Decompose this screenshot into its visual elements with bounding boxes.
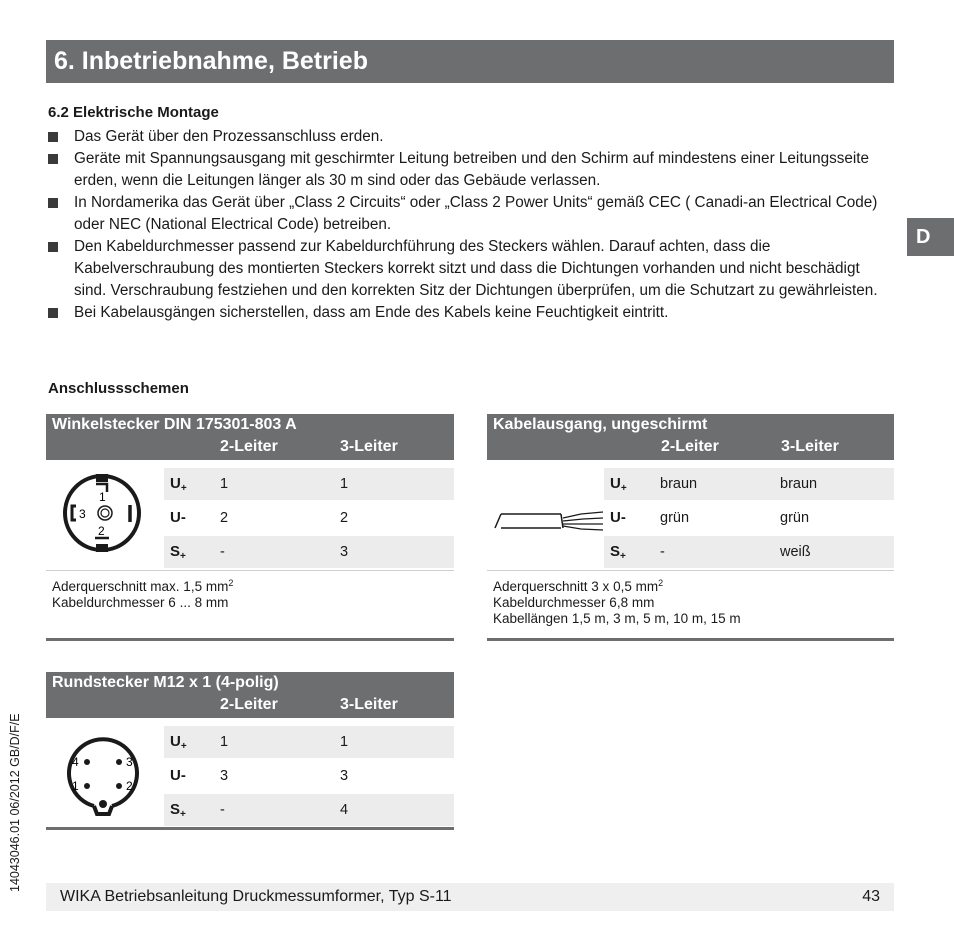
table-column-headers xyxy=(46,694,454,718)
chapter-title-bar xyxy=(46,40,894,83)
column-header-2-wire: 2-Leiter xyxy=(220,438,278,455)
cell-2-wire: braun xyxy=(660,476,698,492)
section-heading: 6.2 Elektrische Montage xyxy=(48,104,219,121)
cell-2-wire: - xyxy=(220,802,225,818)
table-title: Rundstecker M12 x 1 (4-polig) xyxy=(52,674,279,691)
pin-label: 3 xyxy=(79,507,86,521)
instruction-list xyxy=(48,126,888,324)
angle-connector-diagram xyxy=(50,468,160,568)
table-header xyxy=(46,414,454,460)
note-cable-diameter: Kabeldurchmesser 6,8 mm xyxy=(493,595,655,610)
signal-label: $S_+$ xyxy=(170,801,186,820)
list-item: Bei Kabelausgängen sicherstellen, dass am Ende des Kabels keine Feuchtigkeit eintritt. xyxy=(48,302,888,324)
page-footer xyxy=(46,883,894,911)
chapter-title: 6. Inbetriebnahme, Betrieb xyxy=(54,47,368,75)
language-tab: D xyxy=(907,218,954,256)
cell-3-wire: 4 xyxy=(340,802,349,818)
table-title: Kabelausgang, ungeschirmt xyxy=(493,416,708,433)
table-row xyxy=(164,726,454,758)
signal-label: U- xyxy=(170,509,186,526)
pin-label: 1 xyxy=(72,779,79,793)
pin-label: 2 xyxy=(98,524,105,538)
cell-3-wire: 3 xyxy=(340,544,349,560)
column-header-2-wire: 2-Leiter xyxy=(661,438,719,455)
pin-label: 1 xyxy=(99,490,106,504)
table-bottom-rule xyxy=(46,827,454,830)
pin-label: 4 xyxy=(72,755,79,769)
signal-label: $U_+$ xyxy=(610,475,627,494)
table-header xyxy=(487,414,894,460)
document-code: 14043046.01 06/2012 GB/D/F/E xyxy=(8,713,22,892)
list-item: In Nordamerika das Gerät über „Class 2 Circuits“ oder „Class 2 Power Units“ gemäß CEC ( Canadi-an Electrical Code) oder NEC (National Electrical Code) betreiben. xyxy=(48,192,888,236)
signal-label: $S_+$ xyxy=(610,543,626,562)
cell-3-wire: 1 xyxy=(340,476,349,492)
signal-label: $U_+$ xyxy=(170,733,187,752)
footer-title: WIKA Betriebsanleitung Druckmessumformer, Typ S-11 xyxy=(60,888,452,905)
table-row xyxy=(604,468,894,500)
cell-3-wire: braun xyxy=(780,476,818,492)
table-column-headers xyxy=(487,436,894,460)
table-row xyxy=(604,502,894,534)
pin-label: 2 xyxy=(126,779,133,793)
list-item: Das Gerät über den Prozessanschluss erden. xyxy=(48,126,888,148)
table-row xyxy=(164,536,454,568)
column-header-3-wire: 3-Leiter xyxy=(340,438,398,455)
wiring-subheading: Anschlussschemen xyxy=(48,380,189,397)
m12-connector-diagram xyxy=(50,726,160,830)
table-body xyxy=(46,460,454,560)
table-row xyxy=(164,794,454,826)
table-body xyxy=(46,718,454,830)
table-row xyxy=(604,536,894,568)
cell-3-wire: 3 xyxy=(340,768,349,784)
cell-2-wire: grün xyxy=(660,510,690,526)
column-header-2-wire: 2-Leiter xyxy=(220,696,278,713)
cell-3-wire: 1 xyxy=(340,734,349,750)
angle-connector-table xyxy=(46,414,454,610)
list-item: Den Kabeldurchmesser passend zur Kabeldurchführung des Steckers wählen. Darauf achten, dass die Kabelverschraubung des montierten Steckers korrekt sitzt und dass die Dichtungen vorhanden und nicht beschädigt sind. Verschraubung festziehen und den korrekten Sitz der Dichtungen überprüfen, um die Schutzart zu gewährleisten. xyxy=(48,236,888,302)
table-row xyxy=(164,468,454,500)
cable-diagram xyxy=(493,504,609,544)
cell-2-wire: 1 xyxy=(220,734,229,750)
cell-3-wire: grün xyxy=(780,510,810,526)
signal-label: U- xyxy=(610,509,626,526)
pin-label: 3 xyxy=(126,755,133,769)
cell-2-wire: 1 xyxy=(220,476,229,492)
table-header xyxy=(46,672,454,718)
note-cross-section: Aderquerschnitt max. 1,5 $mm^2$ xyxy=(52,578,234,594)
cell-2-wire: 3 xyxy=(220,768,229,784)
cable-outlet-table xyxy=(487,414,894,626)
signal-label: $U_+$ xyxy=(170,475,187,494)
signal-label: U- xyxy=(170,767,186,784)
table-body xyxy=(487,460,894,560)
cell-3-wire: weiß xyxy=(780,544,811,560)
round-connector-table xyxy=(46,672,454,830)
table-title: Winkelstecker DIN 175301-803 A xyxy=(52,416,297,433)
note-cross-section: Aderquerschnitt 3 x 0,5 $mm^2$ xyxy=(493,578,664,594)
cell-3-wire: 2 xyxy=(340,510,349,526)
cell-2-wire: - xyxy=(660,544,665,560)
column-header-3-wire: 3-Leiter xyxy=(781,438,839,455)
cell-2-wire: - xyxy=(220,544,225,560)
cell-2-wire: 2 xyxy=(220,510,229,526)
note-cable-lengths: Kabellängen 1,5 m, 3 m, 5 m, 10 m, 15 m xyxy=(493,611,741,626)
table-notes xyxy=(487,570,894,641)
column-header-3-wire: 3-Leiter xyxy=(340,696,398,713)
page-number: 43 xyxy=(862,888,880,905)
table-column-headers xyxy=(46,436,454,460)
table-notes xyxy=(46,570,454,641)
note-cable-diameter: Kabeldurchmesser 6 ... 8 mm xyxy=(52,595,229,610)
signal-label: $S_+$ xyxy=(170,543,186,562)
list-item: Geräte mit Spannungsausgang mit geschirmter Leitung betreiben und den Schirm auf mindestens einer Leitungsseite erden, wenn die Leitungen länger als 30 m sind oder das Gebäude verlassen. xyxy=(48,148,888,192)
table-row xyxy=(164,502,454,534)
table-row xyxy=(164,760,454,792)
